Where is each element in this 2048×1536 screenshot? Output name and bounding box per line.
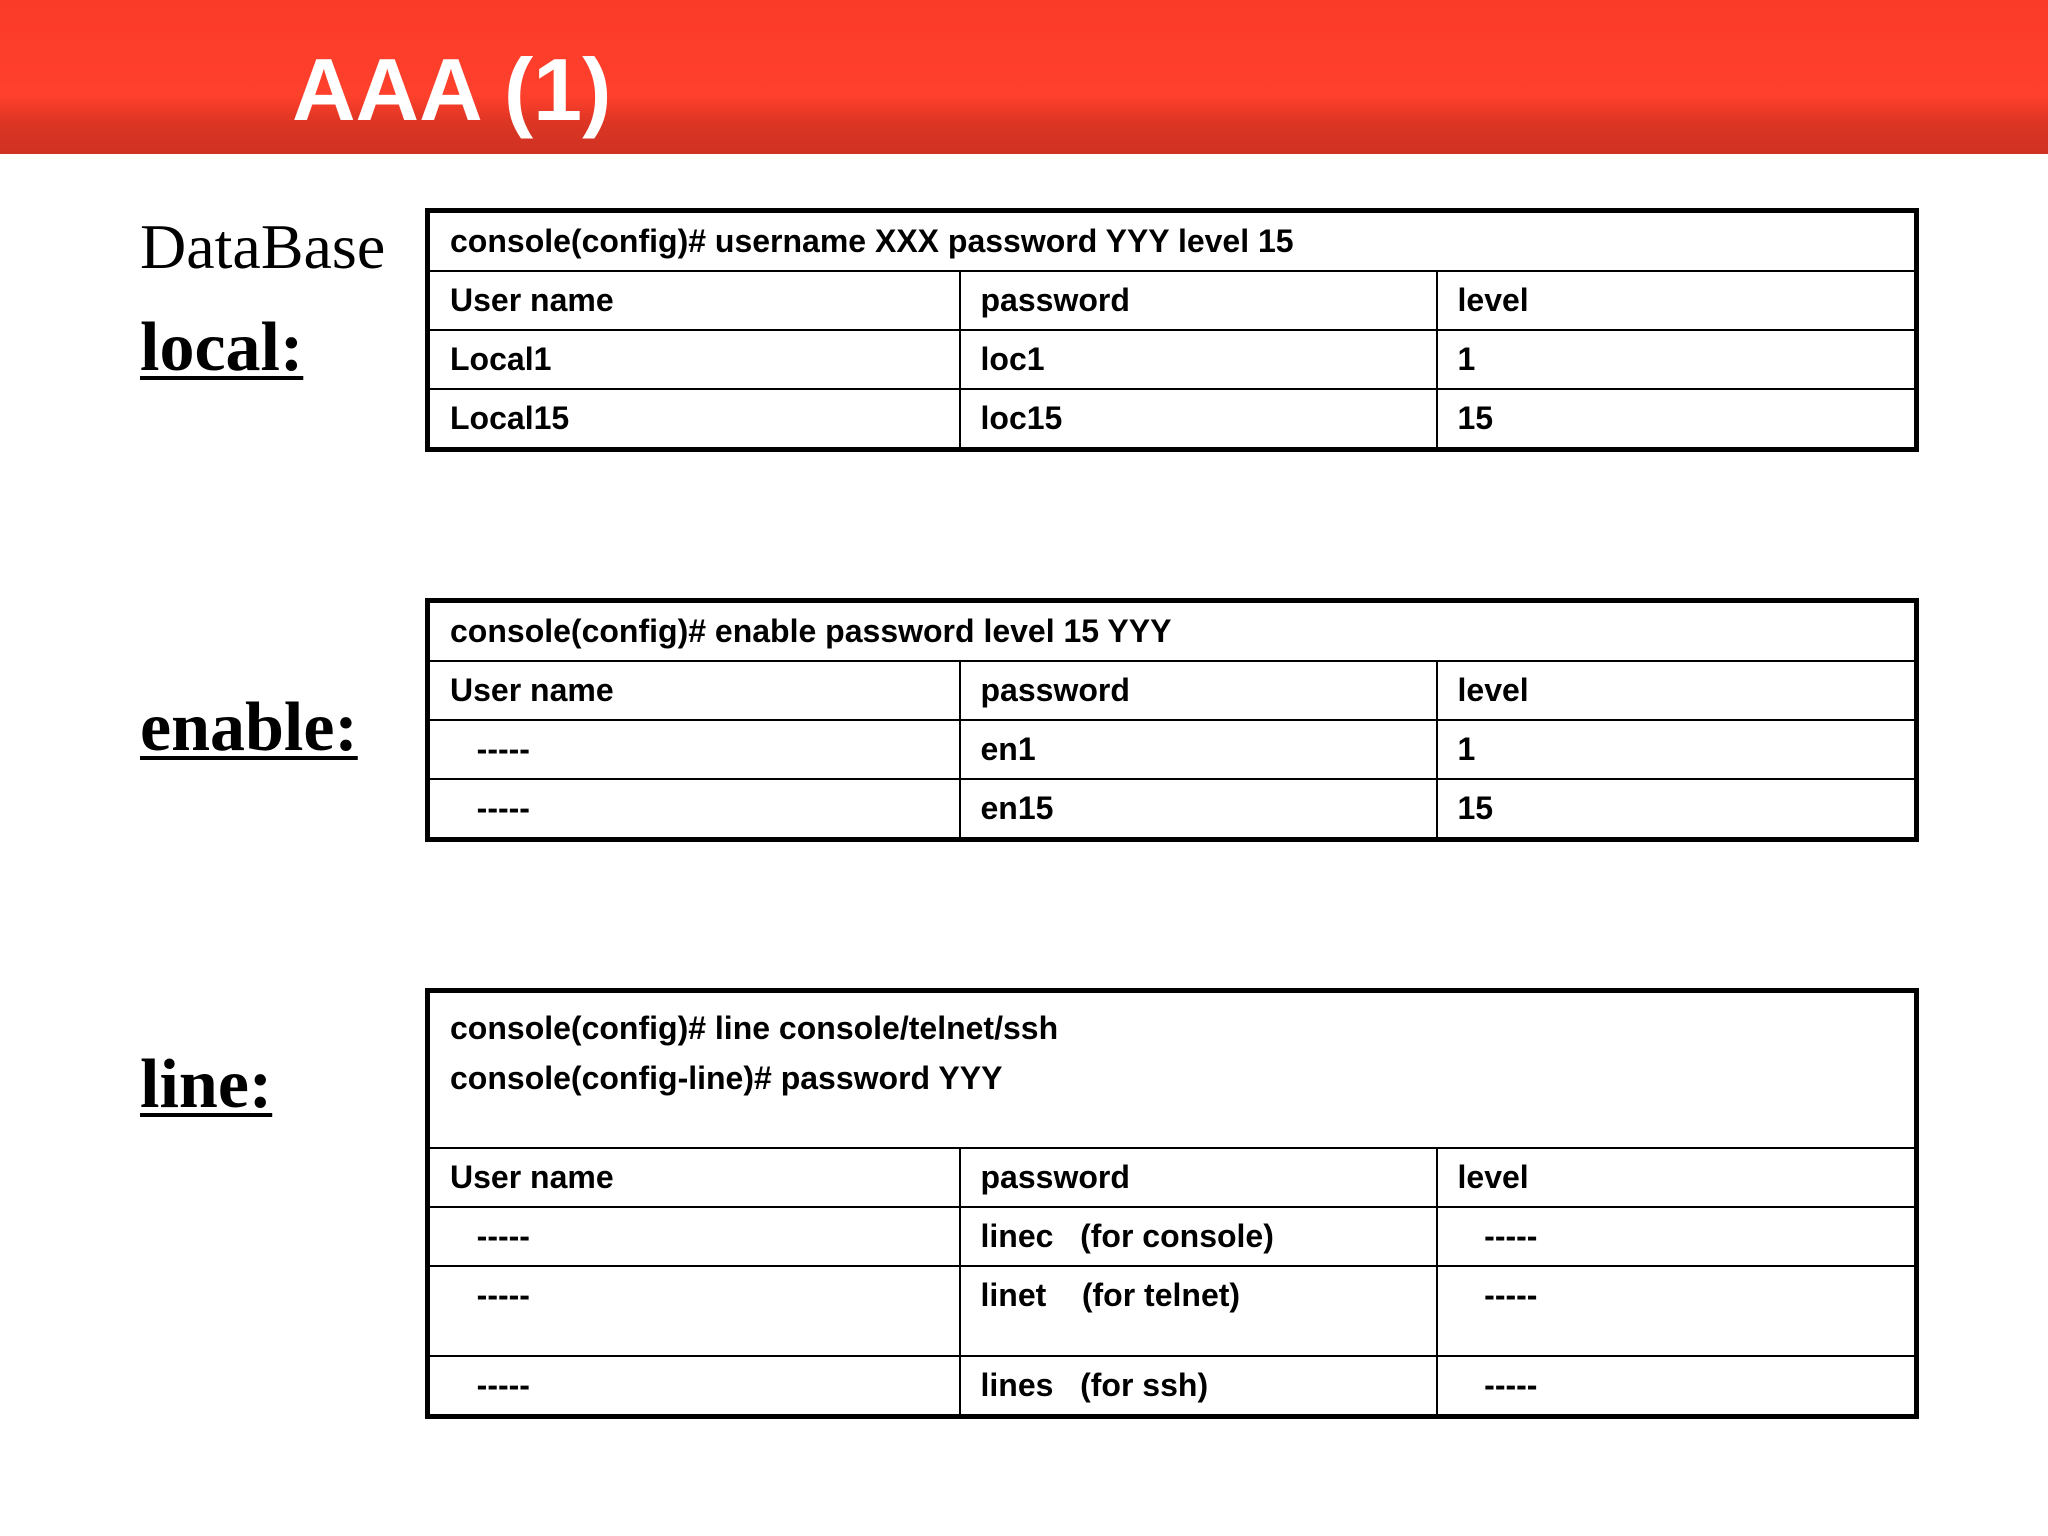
column-header-user-name: User name [428,271,960,330]
database-label: DataBase [140,211,386,282]
cell-password: loc1 [960,330,1437,389]
column-header-password: password [960,661,1437,720]
cell-password: en15 [960,779,1437,840]
command-text: console(config)# line console/telnet/ssh [450,1010,1059,1046]
table-row [428,1356,1917,1417]
section-heading-local: local: [140,309,304,386]
command-row [428,991,1917,1149]
cell-user-name: ----- [428,779,960,840]
cell-user-name: Local15 [428,389,960,450]
cell-password: lines (for ssh) [960,1356,1437,1417]
line-table [425,988,1919,1419]
cell-level: ----- [1437,1207,1917,1266]
header-row [428,1148,1917,1207]
column-header-user-name: User name [428,1148,960,1207]
column-header-user-name: User name [428,661,960,720]
cell-level: 15 [1437,389,1917,450]
column-header-password: password [960,271,1437,330]
cell-level: 1 [1437,330,1917,389]
table-row [428,720,1917,779]
cell-level: 15 [1437,779,1917,840]
cell-password: linet (for telnet) [960,1266,1437,1356]
cell-level: ----- [1437,1356,1917,1417]
column-header-level: level [1437,661,1917,720]
cell-level: ----- [1437,1266,1917,1356]
table-row [428,1207,1917,1266]
local-table [425,208,1919,452]
cell-user-name: ----- [428,1207,960,1266]
command-text: console(config-line)# password YYY [450,1060,1003,1096]
cell-password: linec (for console) [960,1207,1437,1266]
section-heading-enable: enable: [140,689,358,766]
command-block [428,991,1917,1149]
command-text: console(config)# enable password level 15 YYY [428,601,1917,662]
command-text: console(config)# username XXX password YYY level 15 [428,211,1917,272]
command-row [428,601,1917,662]
section-heading-line: line: [140,1046,273,1123]
header-row [428,661,1917,720]
table-row [428,330,1917,389]
column-header-level: level [1437,271,1917,330]
column-header-level: level [1437,1148,1917,1207]
header-row [428,271,1917,330]
enable-table [425,598,1919,842]
cell-user-name: ----- [428,1266,960,1356]
cell-level: 1 [1437,720,1917,779]
cell-password: loc15 [960,389,1437,450]
column-header-password: password [960,1148,1437,1207]
cell-user-name: ----- [428,720,960,779]
cell-user-name: ----- [428,1356,960,1417]
table-row [428,1266,1917,1356]
command-row [428,211,1917,272]
slide-title: AAA (1) [292,40,612,139]
table-row [428,779,1917,840]
table-row [428,389,1917,450]
cell-password: en1 [960,720,1437,779]
cell-user-name: Local1 [428,330,960,389]
